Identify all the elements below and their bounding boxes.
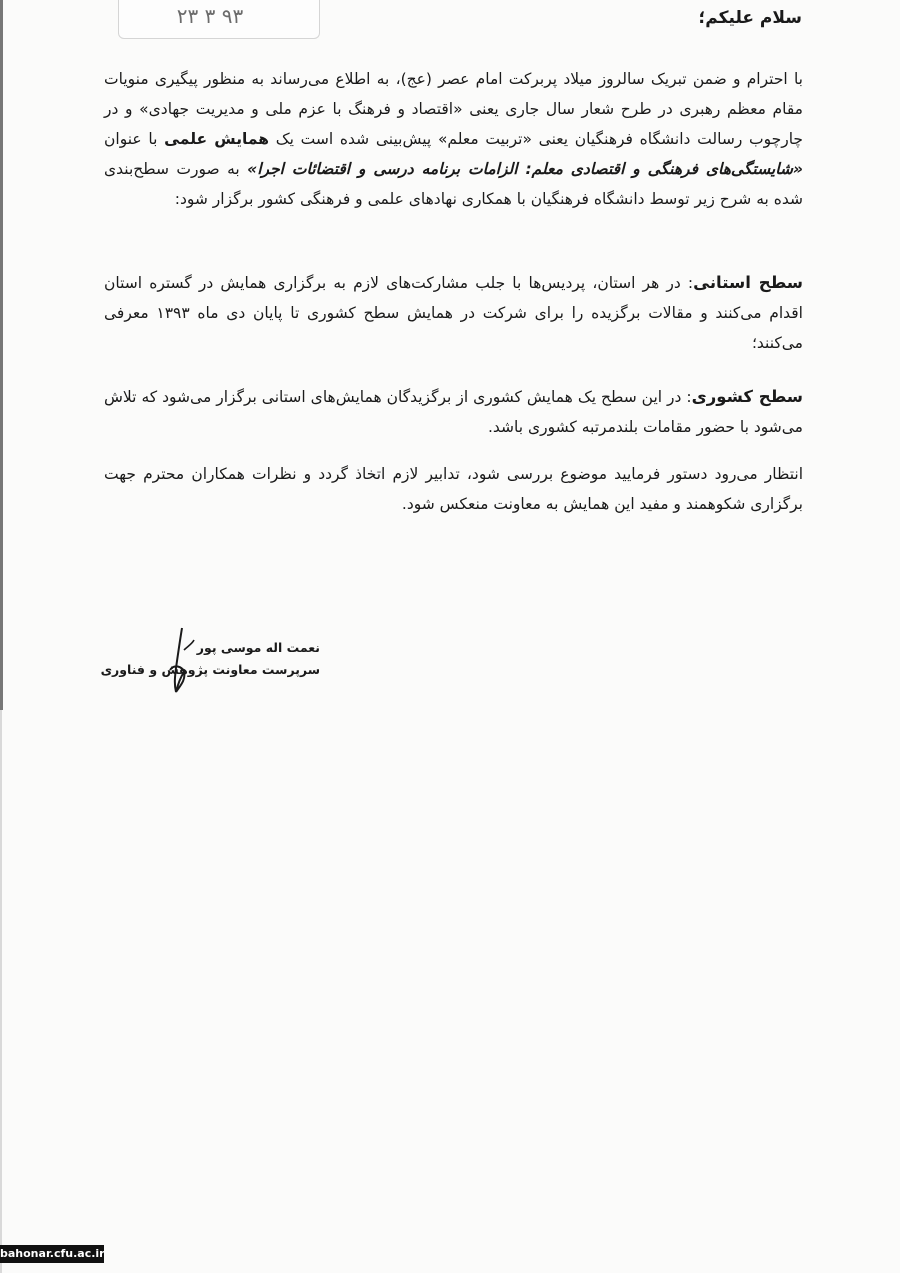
paragraph-intro	[104, 64, 803, 214]
intro-text-2: با عنوان	[104, 130, 165, 148]
signatory-title: سرپرست معاونت پژوهش و فناوری	[100, 662, 320, 677]
national-label: سطح کشوری	[691, 387, 803, 406]
scan-edge	[0, 0, 3, 710]
signatory-name: نعمت اله موسی پور	[196, 640, 320, 655]
conference-title: «شایستگی‌های فرهنگی و اقتصادی معلم: الزامات برنامه درسی و اقتضائات اجرا»	[247, 160, 803, 178]
provincial-text: : در هر استان، پردیس‌ها با جلب مشارکت‌های لازم به برگزاری همایش در گستره استان اقدام می‌کنند و مقالات برگزیده را برای شرکت در همایش سطح کشوری تا پایان دی ماه ۱۳۹۳ معرفی می‌کنند؛	[104, 274, 803, 352]
closing-text: انتظار می‌رود دستور فرمایید موضوع بررسی شود، تدابیر لازم اتخاذ گردد و نظرات همکاران محترم جهت برگزاری شکوهمند و مفید این همایش به معاونت منعکس شود.	[104, 465, 803, 513]
conference-type: همایش علمی	[164, 130, 270, 148]
intro-text-1: با احترام و ضمن تبریک سالروز میلاد پربرکت امام عصر (عج)، به اطلاع می‌رساند به منظور پیگیری منویات مقام معظم رهبری در طرح شعار سال جاری یعنی «اقتصاد و فرهنگ با عزم ملی و مدیریت جهادی» و در چارچوب رسالت دانشگاه فرهنگیان یعنی «تربیت معلم» پیش‌بینی شده است یک	[104, 70, 803, 148]
paragraph-provincial	[104, 268, 803, 358]
paragraph-national	[104, 382, 803, 442]
greeting: سلام علیکم؛	[698, 8, 802, 28]
website-watermark: bahonar.cfu.ac.ir	[0, 1245, 104, 1263]
scan-edge-lower	[0, 710, 2, 1273]
provincial-label: سطح استانی	[693, 273, 803, 292]
document-number: ۹۳ ۳ ۲۳	[176, 4, 244, 28]
national-text: : در این سطح یک همایش کشوری از برگزیدگان همایش‌های استانی برگزار می‌شود که تلاش می‌شود با حضور مقامات بلندمرتبه کشوری باشد.	[104, 388, 803, 436]
signature-block	[100, 620, 320, 710]
intro-text-3: به صورت سطح‌بندی شده به شرح زیر توسط دانشگاه فرهنگیان با همکاری نهادهای علمی و فرهنگی کشور برگزار شود:	[104, 160, 803, 208]
paragraph-closing	[104, 459, 803, 519]
